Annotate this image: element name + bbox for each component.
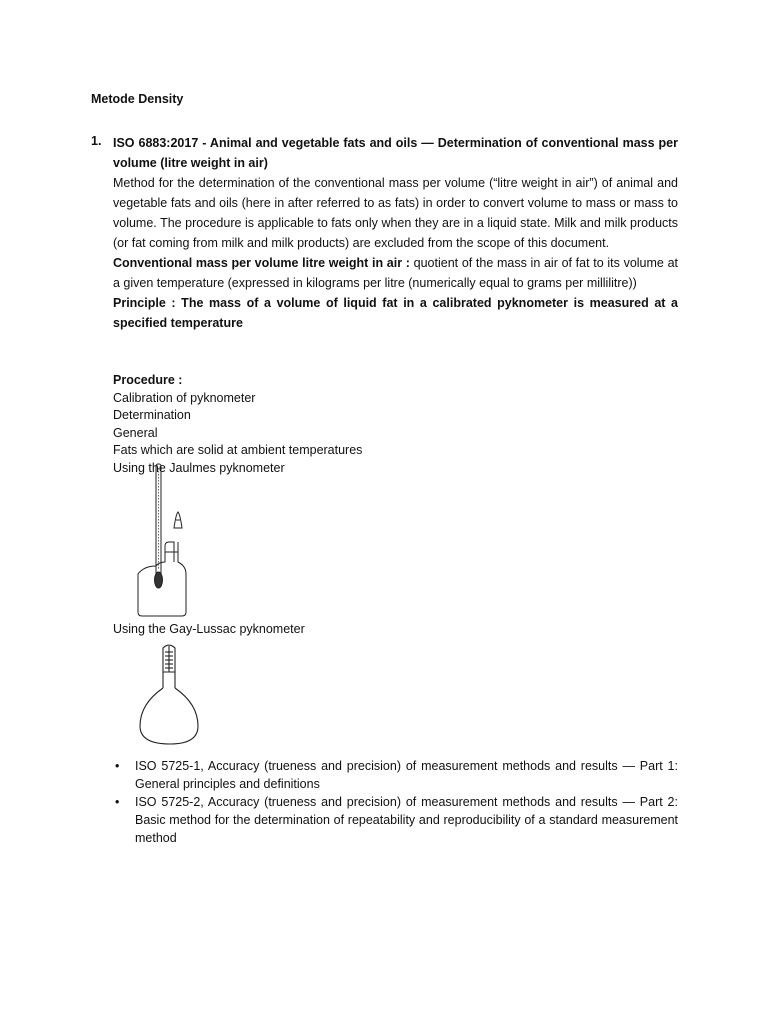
procedure-step: Determination (113, 408, 191, 422)
procedure-label: Procedure : (113, 373, 183, 387)
gay-lussac-pyknometer-figure (134, 642, 206, 748)
reference-item (113, 757, 678, 793)
list-number: 1. (91, 134, 102, 148)
definition-paragraph (113, 253, 678, 293)
section-intro: Method for the determination of the conventional mass per volume (“litre weight in air”) of animal and vegetable fats and oils (here in after referred to as fats) in order to convert volume to mass or mass to volume. The procedure is applicable to fats only when they are in a liquid state. Milk and milk products (or fat coming from milk and milk products) are excluded from the scope of this document. (113, 176, 678, 250)
procedure-step: General (113, 425, 158, 440)
section-iso-6883 (113, 133, 678, 333)
section-heading: ISO 6883:2017 - Animal and vegetable fats and oils — Determination of conventional mass per volume (litre weight in air) (113, 136, 678, 170)
definition-text: quotient of the mass in air of fat to its volume at a given temperature (expressed in kilograms per litre (numerically equal to grams per millilitre)) (113, 256, 678, 290)
procedure-step: Using the Jaulmes pyknometer (113, 460, 285, 475)
reference-text: ISO 5725-2, Accuracy (trueness and precision) of measurement methods and results — Part 2: Basic method for the determination of repeatability and reproducibility of a standard measurement method (135, 795, 678, 845)
procedure-step: Fats which are solid at ambient temperatures (113, 443, 363, 457)
document-title: Metode Density (91, 92, 184, 106)
definition-term: Conventional mass per volume litre weight in air : (113, 256, 410, 270)
reference-list (113, 757, 678, 847)
procedure-step: Calibration of pyknometer (113, 390, 256, 405)
jaulmes-pyknometer-figure (134, 462, 206, 618)
bullet-icon: • (115, 759, 120, 773)
reference-text: ISO 5725-1, Accuracy (trueness and precision) of measurement methods and results — Part 1: General principles and definitions (135, 759, 678, 791)
reference-item (113, 793, 678, 847)
figure2-caption: Using the Gay-Lussac pyknometer (113, 622, 305, 636)
bullet-icon: • (115, 795, 120, 809)
principle-paragraph: Principle : The mass of a volume of liquid fat in a calibrated pyknometer is measured at a specified temperature (113, 296, 678, 330)
